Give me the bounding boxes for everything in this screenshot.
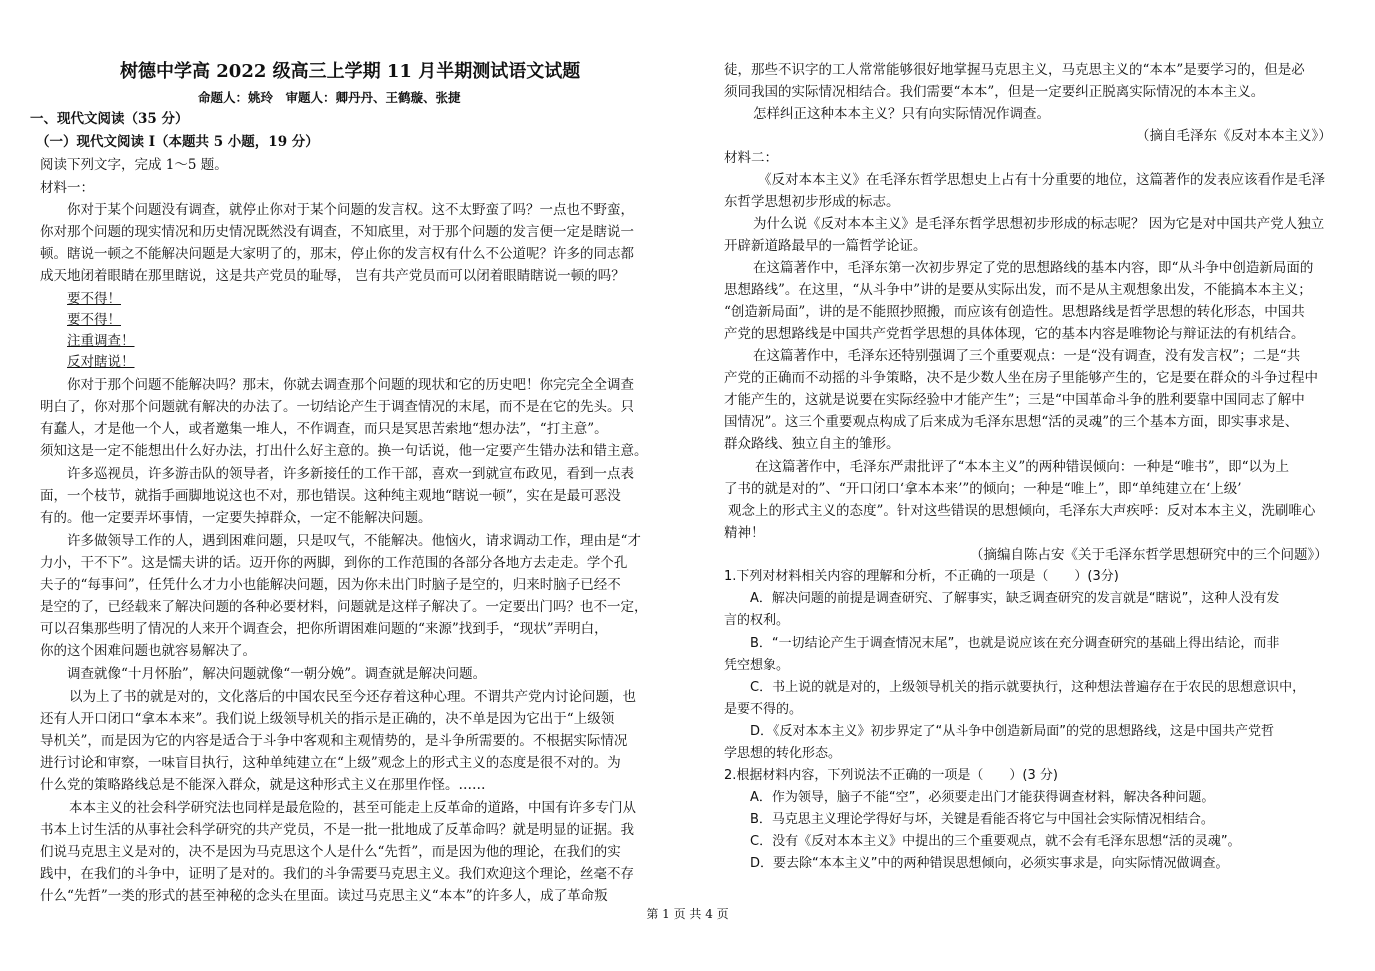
- text-line: 践中，在我们的斗争中，证明了是对的。我们的斗争需要马克思主义。我们欢迎这个理论，丝毫不存: [40, 866, 634, 882]
- text-line: 才能产生的，这就是说要在实际经验中才能产生”；三是“中国革命斗争的胜利要靠中国同志了解中: [724, 392, 1305, 408]
- text-line: 面，一个枝节，就指手画脚地说这也不对，那也错误。这种纯主观地“瞎说一顿”，实在是最可恶没: [40, 488, 621, 504]
- text-line: 导机关”，而是因为它的内容是适合于斗争中客观和主观情势的，是斗争所需要的。不根据实际情况: [40, 733, 628, 749]
- section-heading: 一、现代文阅读（35 分）: [30, 111, 189, 127]
- text-line: 许多巡视员，许多游击队的领导者，许多新接任的工作干部，喜欢一到就宣布政见，看到一点表: [67, 466, 634, 482]
- text-line: 夫子的“每事问”，任凭什么才力小也能解决问题，因为你未出门时脑子是空的，归来时脑子已经不: [40, 577, 621, 593]
- text-line: 力小，干不下”。这是懦夫讲的话。迈开你的两脚，到你的工作范围的各部分各地方去走走。学个孔: [40, 555, 628, 571]
- text-line: 为什么说《反对本本主义》是毛泽东哲学思想初步形成的标志呢？ 因为它是对中国共产党人独立: [753, 216, 1325, 232]
- text-line: 群众路线、独立自主的雏形。: [724, 436, 900, 452]
- slogan-line: 反对瞎说！: [67, 354, 135, 370]
- text-line: 成天地闭着眼睛在那里瞎说，这是共产党员的耻辱， 岂有共产党员而可以闭着眼睛瞎说一顿的吗？: [40, 268, 625, 284]
- material-label: 材料二：: [724, 150, 778, 166]
- text-line: 以为上了书的就是对的，文化落后的中国农民至今还存着这种心理。不谓共产党内讨论问题，也: [69, 689, 636, 705]
- exam-title: 树德中学高 2022 级高三上学期 11 月半期测试语文试题: [120, 61, 581, 82]
- text-line: 产党的思想路线是中国共产党哲学思想的具体体现，它的基本内容是唯物论与辩证法的有机结合。: [724, 326, 1305, 342]
- text-line: 你对那个问题的现实情况和历史情况既然没有调查，不知底里，对于那个问题的发言便一定是瞎说一: [40, 224, 634, 240]
- text-line: 本本主义的社会科学研究法也同样是最危险的，甚至可能走上反革命的道路，中国有许多专门从: [69, 800, 636, 816]
- question-1-option-b-cont: 凭空想象。: [724, 658, 790, 673]
- question-1-stem: 1.下列对材料相关内容的理解和分析，不正确的一项是（ ）(3分): [724, 569, 1119, 584]
- material-label: 材料一：: [40, 180, 94, 196]
- text-line: 须同我国的实际情况相结合。我们需要“本本”，但是一定要纠正脱离实际情况的本本主义。: [724, 84, 1265, 100]
- text-line: 顿。瞎说一顿之不能解决问题是大家明了的，那末，停止你的发言权有什么不公道呢？许多的同志都: [40, 246, 634, 262]
- text-line: 你的这个困难问题也就容易解决了。: [40, 643, 256, 659]
- text-line: 们说马克思主义是对的，决不是因为马克思这个人是什么“先哲”，而是因为他的理论，在我们的实: [40, 844, 621, 860]
- text-line: 产党的正确而不动摇的斗争策略，决不是少数人坐在房子里能够产生的，它是要在群众的斗争过程中: [724, 370, 1318, 386]
- text-line: 怎样纠正这种本本主义？只有向实际情况作调查。: [753, 106, 1050, 122]
- source-citation: （摘自毛泽东《反对本本主义》）: [1136, 128, 1332, 144]
- exam-authors: 命题人：姚玲 审题人：卿丹丹、王鹤璇、张捷: [198, 90, 461, 105]
- question-1-option-d: D．《反对本本主义》初步界定了“从斗争中创造新局面”的党的思想路线，这是中国共产党哲: [750, 724, 1274, 739]
- text-line: 了书的就是对的”、“开口闭口‘拿本本来’”的倾向；一种是“唯上”，即“单纯建立在‘上级’: [724, 481, 1242, 497]
- text-line: 许多做领导工作的人，遇到困难问题，只是叹气，不能解决。他恼火，请求调动工作，理由是“才: [67, 533, 641, 549]
- question-2-option-d: D．要去除“本本主义”中的两种错误思想倾向，必须实事求是，向实际情况做调查。: [750, 856, 1229, 871]
- text-line: 在这篇著作中，毛泽东还特别强调了三个重要观点：一是“没有调查，没有发言权”；二是“共: [753, 348, 1301, 364]
- subsection-heading: （一）现代文阅读 Ⅰ（本题共 5 小题，19 分）: [36, 134, 319, 150]
- question-1-option-a-cont: 言的权利。: [724, 613, 790, 628]
- text-line: 东哲学思想初步形成的标志。: [724, 194, 900, 210]
- text-line: 明白了，你对那个问题就有解决的办法了。一切结论产生于调查情况的末尾，而不是在它的先头。只: [40, 399, 634, 415]
- text-line: 还有人开口闭口“拿本本来”。我们说上级领导机关的指示是正确的，决不单是因为它出于“上级领: [40, 711, 615, 727]
- page-number: 第 1 页 共 4 页: [646, 907, 729, 921]
- text-line: 《反对本本主义》在毛泽东哲学思想史上占有十分重要的地位，这篇著作的发表应该看作是毛泽: [758, 172, 1325, 188]
- text-line: 你对于那个问题不能解决吗？那末，你就去调查那个问题的现状和它的历史吧！你完完全全调查: [67, 377, 634, 393]
- text-line: 书本上讨生活的从事社会科学研究的共产党员，不是一批一批地成了反革命吗？就是明显的证据。我: [40, 822, 634, 838]
- text-line: 有蠢人，才是他一个人，或者邀集一堆人，不作调查，而只是冥思苦索地“想办法”，“打主意”。: [40, 421, 608, 437]
- reading-instruction: 阅读下列文字，完成 1～5 题。: [40, 157, 228, 173]
- text-line: 什么“先哲”一类的形式的甚至神秘的念头在里面。读过马克思主义“本本”的许多人，成了革命叛: [40, 888, 608, 904]
- text-line: 你对于某个问题没有调查，就停止你对于某个问题的发言权。这不太野蛮了吗？一点也不野蛮，: [67, 202, 634, 218]
- slogan-line: 要不得！: [67, 291, 121, 307]
- text-line: 国情况”。这三个重要观点构成了后来成为毛泽东思想“活的灵魂”的三个基本方面，即实事求是、: [724, 414, 1299, 430]
- question-2-option-b: B．马克思主义理论学得好与坏，关键是看能否将它与中国社会实际情况相结合。: [750, 812, 1214, 827]
- text-line: 徒，那些不识字的工人常常能够很好地掌握马克思主义，马克思主义的“本本”是要学习的，但是必: [724, 62, 1305, 78]
- text-line: 什么党的策略路线总是不能深入群众，就是这种形式主义在那里作怪。……: [40, 777, 486, 793]
- question-2-option-c: C．没有《反对本本主义》中提出的三个重要观点，就不会有毛泽东思想“活的灵魂”。: [750, 834, 1241, 849]
- question-1-option-c-cont: 是要不得的。: [724, 702, 803, 717]
- question-1-option-b: B．“一切结论产生于调查情况末尾”，也就是说应该在充分调查研究的基础上得出结论，而非: [750, 636, 1280, 651]
- source-citation: （摘编自陈占安《关于毛泽东哲学思想研究中的三个问题》）: [970, 547, 1328, 563]
- question-1-option-d-cont: 学思想的转化形态。: [724, 746, 842, 761]
- slogan-line: 注重调查！: [67, 333, 135, 349]
- text-line: 是空的了，已经载来了解决问题的各种必要材料，问题就是这样子解决了。一定要出门吗？也不一定，: [40, 599, 648, 615]
- text-line: 观念上的形式主义的态度”。针对这些错误的思想倾向，毛泽东大声疾呼：反对本本主义，洗刷唯心: [728, 503, 1316, 519]
- question-1-option-c: C．书上说的就是对的，上级领导机关的指示就要执行，这种想法普遍存在于农民的思想意识中，: [750, 680, 1306, 695]
- text-line: 在这篇著作中，毛泽东严肃批评了“本本主义”的两种错误倾向：一种是“唯书”，即“以为上: [755, 459, 1290, 475]
- text-line: 调查就像“十月怀胎”，解决问题就像“一朝分娩”。调查就是解决问题。: [67, 666, 487, 682]
- text-line: 在这篇著作中，毛泽东第一次初步界定了党的思想路线的基本内容，即“从斗争中创造新局面的: [753, 260, 1314, 276]
- text-line: 思想路线”。在这里，“从斗争中”讲的是要从实际出发，而不是从主观想象出发，不能搞本本主义；: [724, 282, 1312, 298]
- text-line: 须知这是一定不能想出什么好办法，打出什么好主意的。换一句话说，他一定要产生错办法和错主意。: [40, 443, 648, 459]
- text-line: 精神！: [724, 525, 765, 541]
- text-line: 进行讨论和审察，一味盲目执行，这种单纯建立在“上级”观念上的形式主义的态度是很不对的。为: [40, 755, 621, 771]
- slogan-line: 要不得！: [67, 312, 121, 328]
- text-line: “创造新局面”，讲的是不能照抄照搬，而应该有创造性。思想路线是哲学思想的转化形态，中国共: [724, 304, 1305, 320]
- question-2-option-a: A．作为领导，脑子不能“空”，必须要走出门才能获得调查材料，解决各种问题。: [750, 790, 1215, 805]
- question-1-option-a: A．解决问题的前提是调查研究、了解事实，缺乏调查研究的发言就是“瞎说”，这种人没有发: [750, 591, 1280, 606]
- text-line: 可以召集那些明了情况的人来开个调查会，把你所谓困难问题的“来源”找到手，“现状”弄明白，: [40, 621, 608, 637]
- text-line: 开辟新道路最早的一篇哲学论证。: [724, 238, 927, 254]
- question-2-stem: 2.根据材料内容，下列说法不正确的一项是（ ）(3 分): [724, 768, 1058, 783]
- text-line: 有的。他一定要弄坏事情，一定要失掉群众，一定不能解决问题。: [40, 510, 432, 526]
